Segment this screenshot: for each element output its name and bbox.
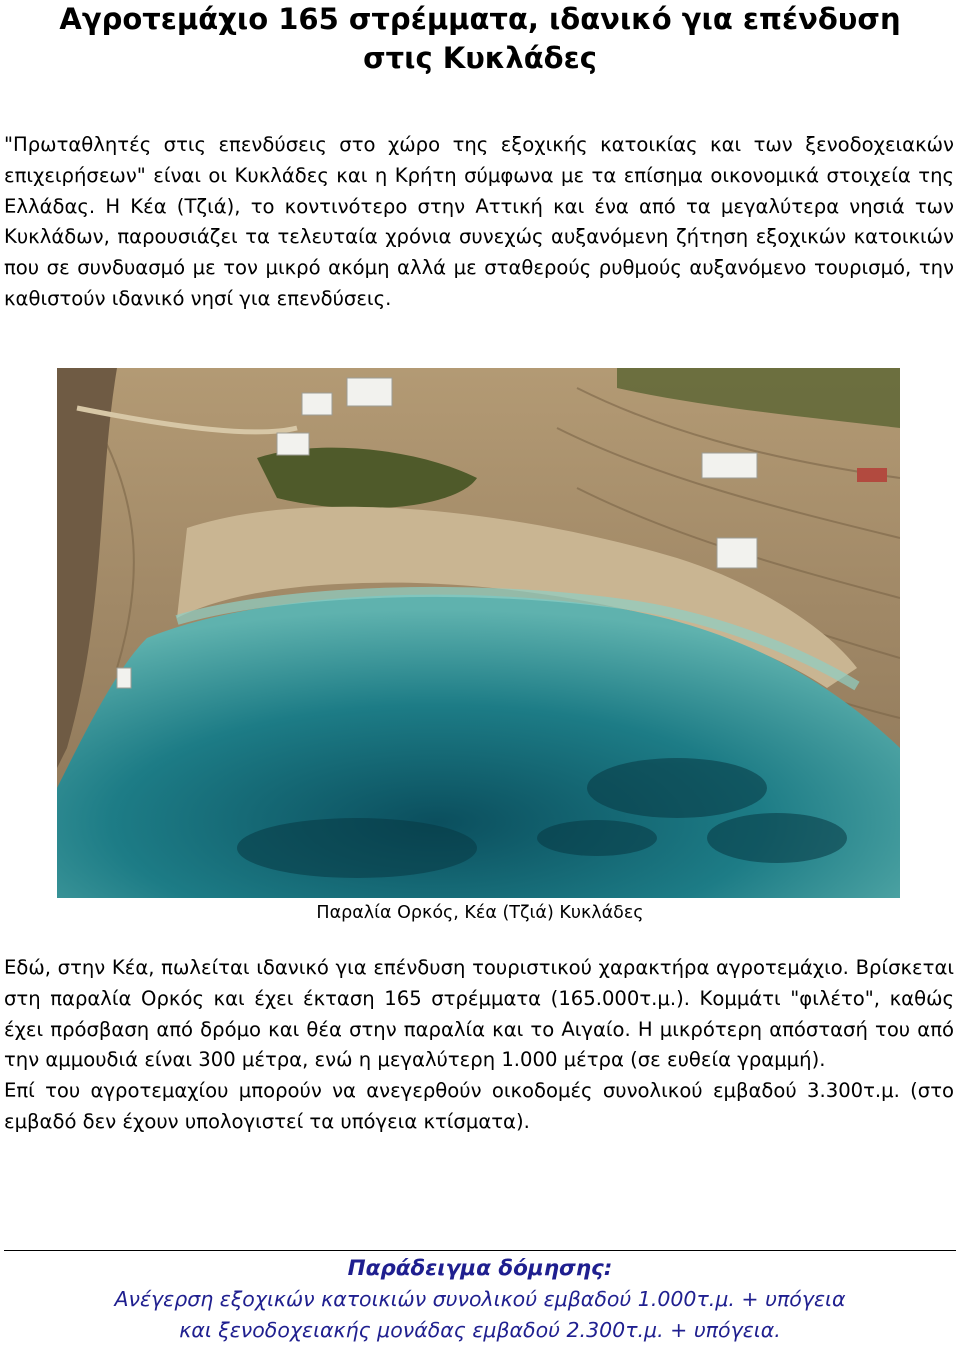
footer-heading: Παράδειγμα δόμησης: (347, 1256, 613, 1281)
photo-caption: Παραλία Ορκός, Κέα (Τζιά) Κυκλάδες (316, 903, 644, 923)
footer-line-1: Ανέγερση εξοχικών κατοικιών συνολικού εμβαδού 1.000τ.μ. + υπόγεια (114, 1287, 846, 1311)
description-section (4, 953, 954, 1138)
red-roof-building (857, 468, 887, 482)
aerial-beach-photo (57, 368, 900, 898)
title-line-2: στις Κυκλάδες (363, 41, 597, 75)
building-example-footer (0, 1253, 960, 1346)
document-title (0, 0, 960, 78)
description-paragraph-1: Εδώ, στην Κέα, πωλείται ιδανικό για επένδυση τουριστικού χαρακτήρα αγροτεμάχιο. Βρίσκεται στη παραλία Ορκός και έχει έκταση 165 στρέμματα (165.000τ.μ.). Κομμάτι "φιλέτο", καθώς έχει πρόσβαση από δρόμο και θέα στην παραλία και το Αιγαίο. Η μικρότερη απόστασή του από την αμμουδιά είναι 300 μέτρα, ενώ η μεγαλύτερη 1.000 μέτρα (σε ευθεία γραμμή). (4, 956, 954, 1072)
description-paragraph-2: Επί του αγροτεμαχίου μπορούν να ανεγερθούν οικοδομές συνολικού εμβαδού 3.300τ.μ. (στο εμβαδό δεν έχουν υπολογιστεί τα υπόγεια κτίσματα). (4, 1079, 954, 1133)
intro-paragraph: "Πρωταθλητές στις επενδύσεις στο χώρο της εξοχικής κατοικίας και των ξενοδοχειακών επιχειρήσεων" είναι οι Κυκλάδες και η Κρήτη σύμφωνα με τα επίσημα οικονομικά στοιχεία της Ελλάδας. Η Κέα (Τζιά), το κοντινότερο στην Αττική και ένα από τα μεγαλύτερα νησιά των Κυκλάδων, παρουσιάζει τα τελευταία χρόνια συνεχώς αυξανόμενη ζήτηση εξοχικών κατοικιών που σε συνδυασμό με τον μικρό ακόμη αλλά με σταθερούς ρυθμούς αυξανόμενο τουρισμό, την καθιστούν ιδανικό νησί για επενδύσεις. (4, 133, 954, 310)
footer-divider (4, 1250, 956, 1251)
footer-line-2: και ξενοδοχειακής μονάδας εμβαδού 2.300τ.μ. + υπόγεια. (179, 1318, 781, 1342)
title-line-1: Αγροτεμάχιο 165 στρέμματα, ιδανικό για επένδυση (59, 2, 901, 36)
